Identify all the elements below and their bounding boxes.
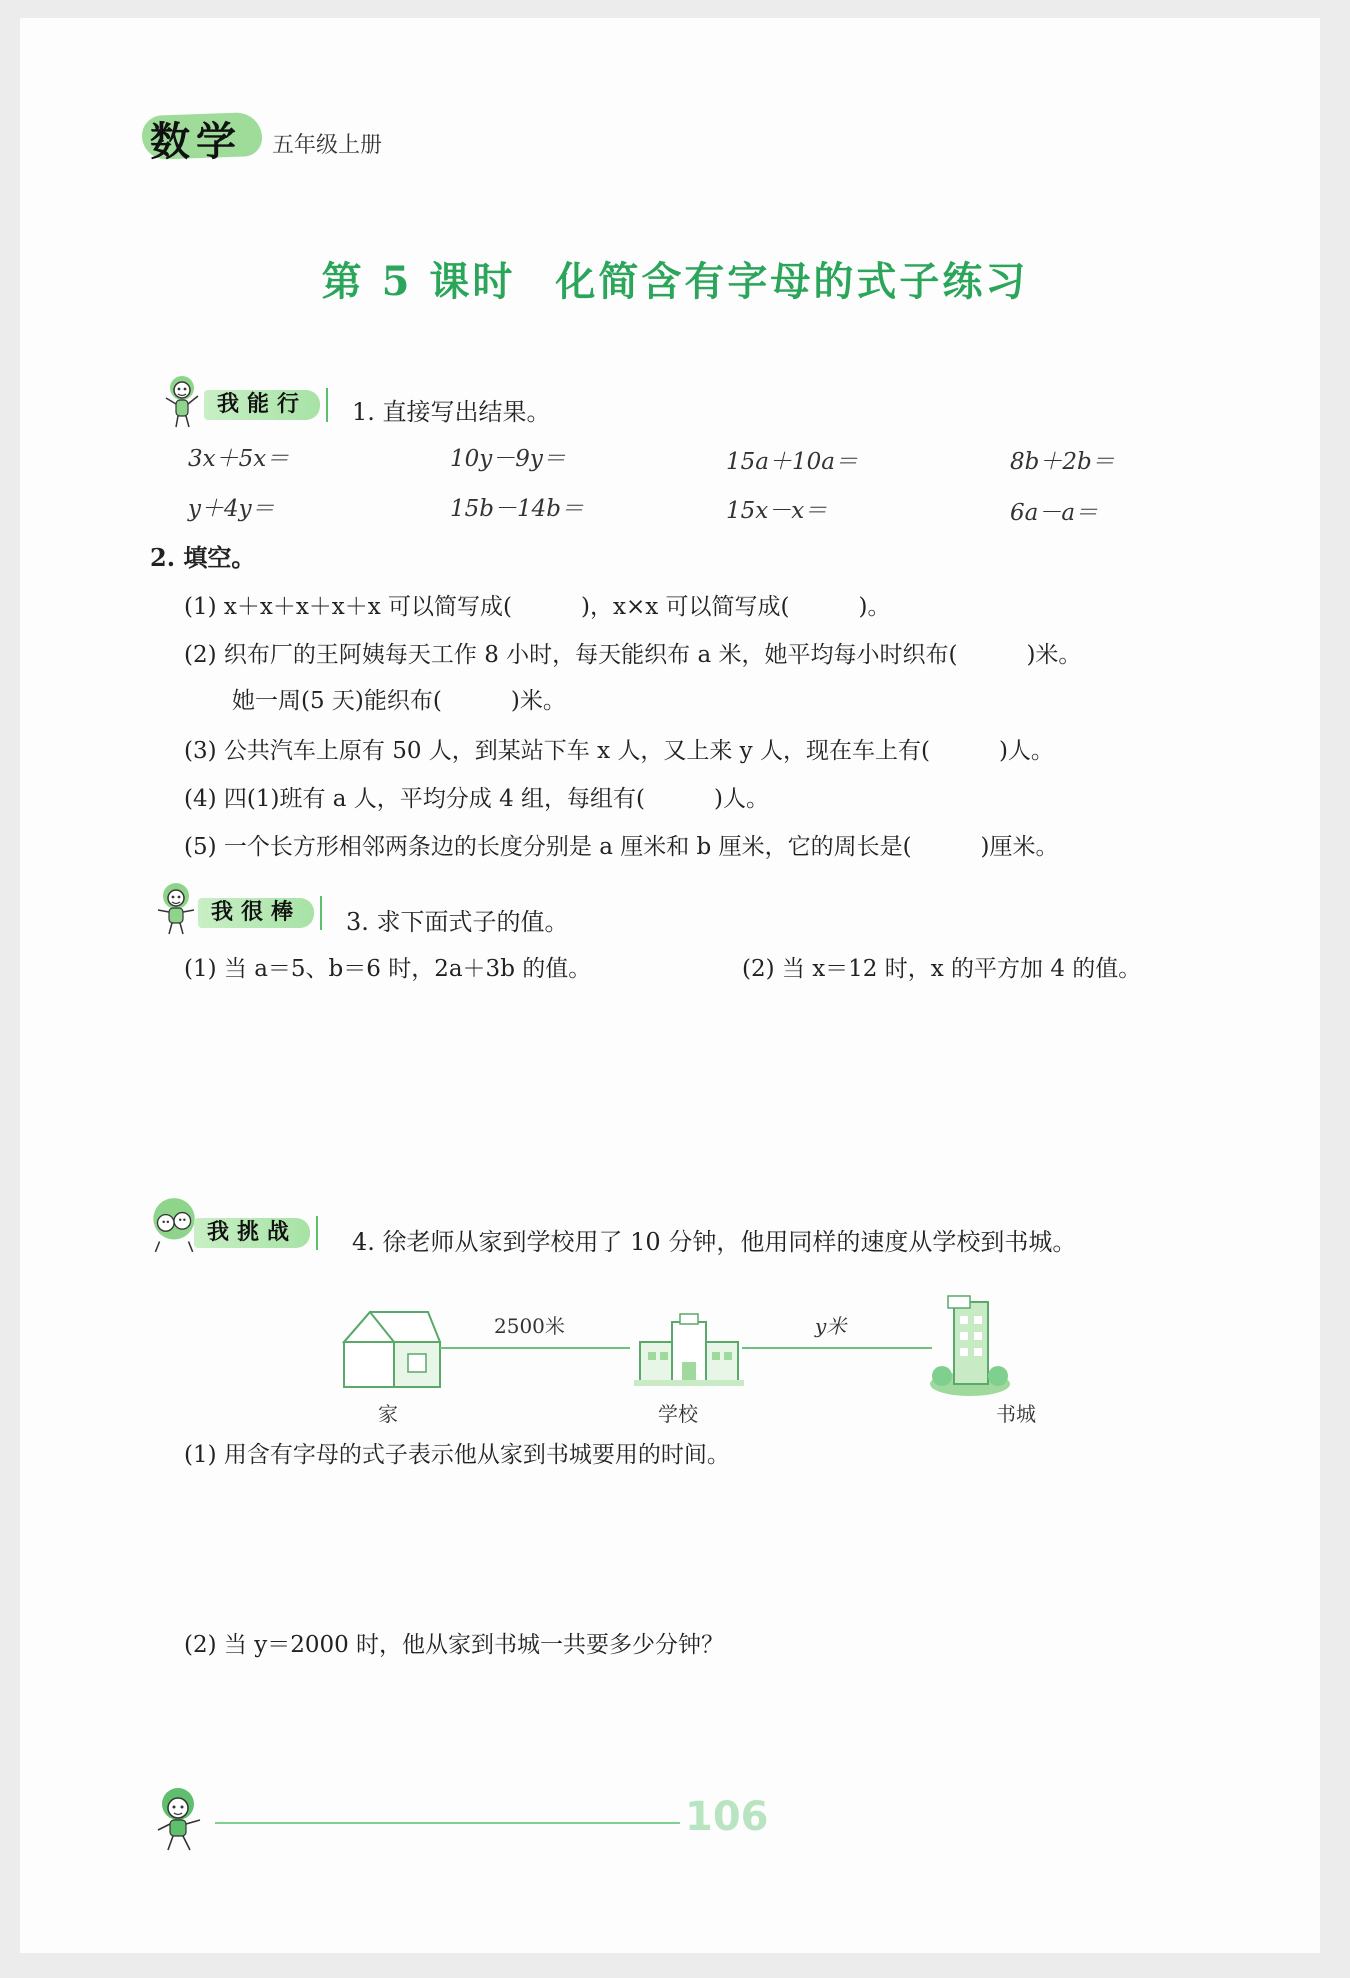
- question-1-title: 1. 直接写出结果。: [352, 398, 551, 426]
- girl-mascot-icon: [154, 880, 200, 938]
- page: [20, 18, 1320, 1953]
- expression-8: 6a－a＝: [1010, 500, 1099, 526]
- q3-item-1: (1) 当 a＝5、b＝6 时，2a＋3b 的值。: [184, 956, 592, 982]
- expression-2: 10y－9y＝: [450, 446, 566, 472]
- boy-mascot-icon: [150, 1784, 214, 1856]
- expression-6: 15b－14b＝: [450, 496, 584, 522]
- grade-label: 五年级上册: [272, 133, 383, 158]
- expression-4: 8b＋2b＝: [1010, 449, 1115, 475]
- expression-7: 15x－x＝: [726, 498, 828, 524]
- tag-divider: [326, 388, 328, 422]
- path-home-school: [440, 1347, 630, 1349]
- q4-item-1: (1) 用含有字母的式子表示他从家到书城要用的时间。: [184, 1442, 730, 1468]
- tag-divider: [316, 1216, 318, 1250]
- q3-item-2: (2) 当 x＝12 时，x 的平方加 4 的值。: [742, 956, 1142, 982]
- section-tag-label: 我能行: [204, 390, 320, 420]
- expression-5: y＋4y＝: [188, 496, 275, 522]
- lesson-title: [0, 250, 1350, 307]
- q2-item-5: (5) 一个长方形相邻两条边的长度分别是 a 厘米和 b 厘米，它的周长是( )厘米。: [184, 834, 1059, 860]
- q4-item-2: (2) 当 y＝2000 时，他从家到书城一共要多少分钟？: [184, 1632, 725, 1658]
- q2-item-1: (1) x＋x＋x＋x＋x 可以简写成( )，x×x 可以简写成( )。: [184, 594, 891, 620]
- school-icon: [634, 1312, 744, 1388]
- footer-line: [215, 1822, 680, 1824]
- question-4-title: 4. 徐老师从家到学校用了 10 分钟，他用同样的速度从学校到书城。: [352, 1228, 1077, 1256]
- section-tag-label: 我挑战: [194, 1218, 310, 1248]
- label-bookstore: 书城: [996, 1402, 1036, 1426]
- girl-mascot-icon: [160, 372, 206, 430]
- distance-home-school: 2500米: [494, 1314, 565, 1338]
- path-school-bookstore: [742, 1347, 932, 1349]
- kids-mascot-icon: [146, 1196, 200, 1256]
- label-home: 家: [378, 1402, 398, 1426]
- question-3-title: 3. 求下面式子的值。: [346, 908, 569, 936]
- lesson-name: 化简含有字母的式子练习: [555, 258, 1029, 305]
- expression-1: 3x＋5x＝: [188, 446, 290, 472]
- lesson-number: 第 5 课时: [321, 258, 516, 305]
- subject-title: 数学: [150, 119, 242, 165]
- expression-3: 15a＋10a＝: [726, 449, 858, 475]
- q2-item-4: (4) 四(1)班有 a 人，平均分成 4 组，每组有( )人。: [184, 786, 770, 812]
- tag-divider: [320, 896, 322, 930]
- house-icon: [340, 1302, 444, 1392]
- label-school: 学校: [658, 1402, 698, 1426]
- question-2-title: 2. 填空。: [150, 543, 256, 572]
- page-number: 106: [685, 1794, 769, 1840]
- bookstore-icon: [928, 1292, 1012, 1398]
- q2-item-2: (2) 织布厂的王阿姨每天工作 8 小时，每天能织布 a 米，她平均每小时织布( )米。: [184, 642, 1082, 668]
- section-tag-label: 我很棒: [198, 898, 314, 928]
- q2-item-2-cont: 她一周(5 天)能织布( )米。: [232, 688, 566, 714]
- distance-school-bookstore: y米: [815, 1314, 847, 1338]
- q2-item-3: (3) 公共汽车上原有 50 人，到某站下车 x 人，又上来 y 人，现在车上有( )人。: [184, 738, 1054, 764]
